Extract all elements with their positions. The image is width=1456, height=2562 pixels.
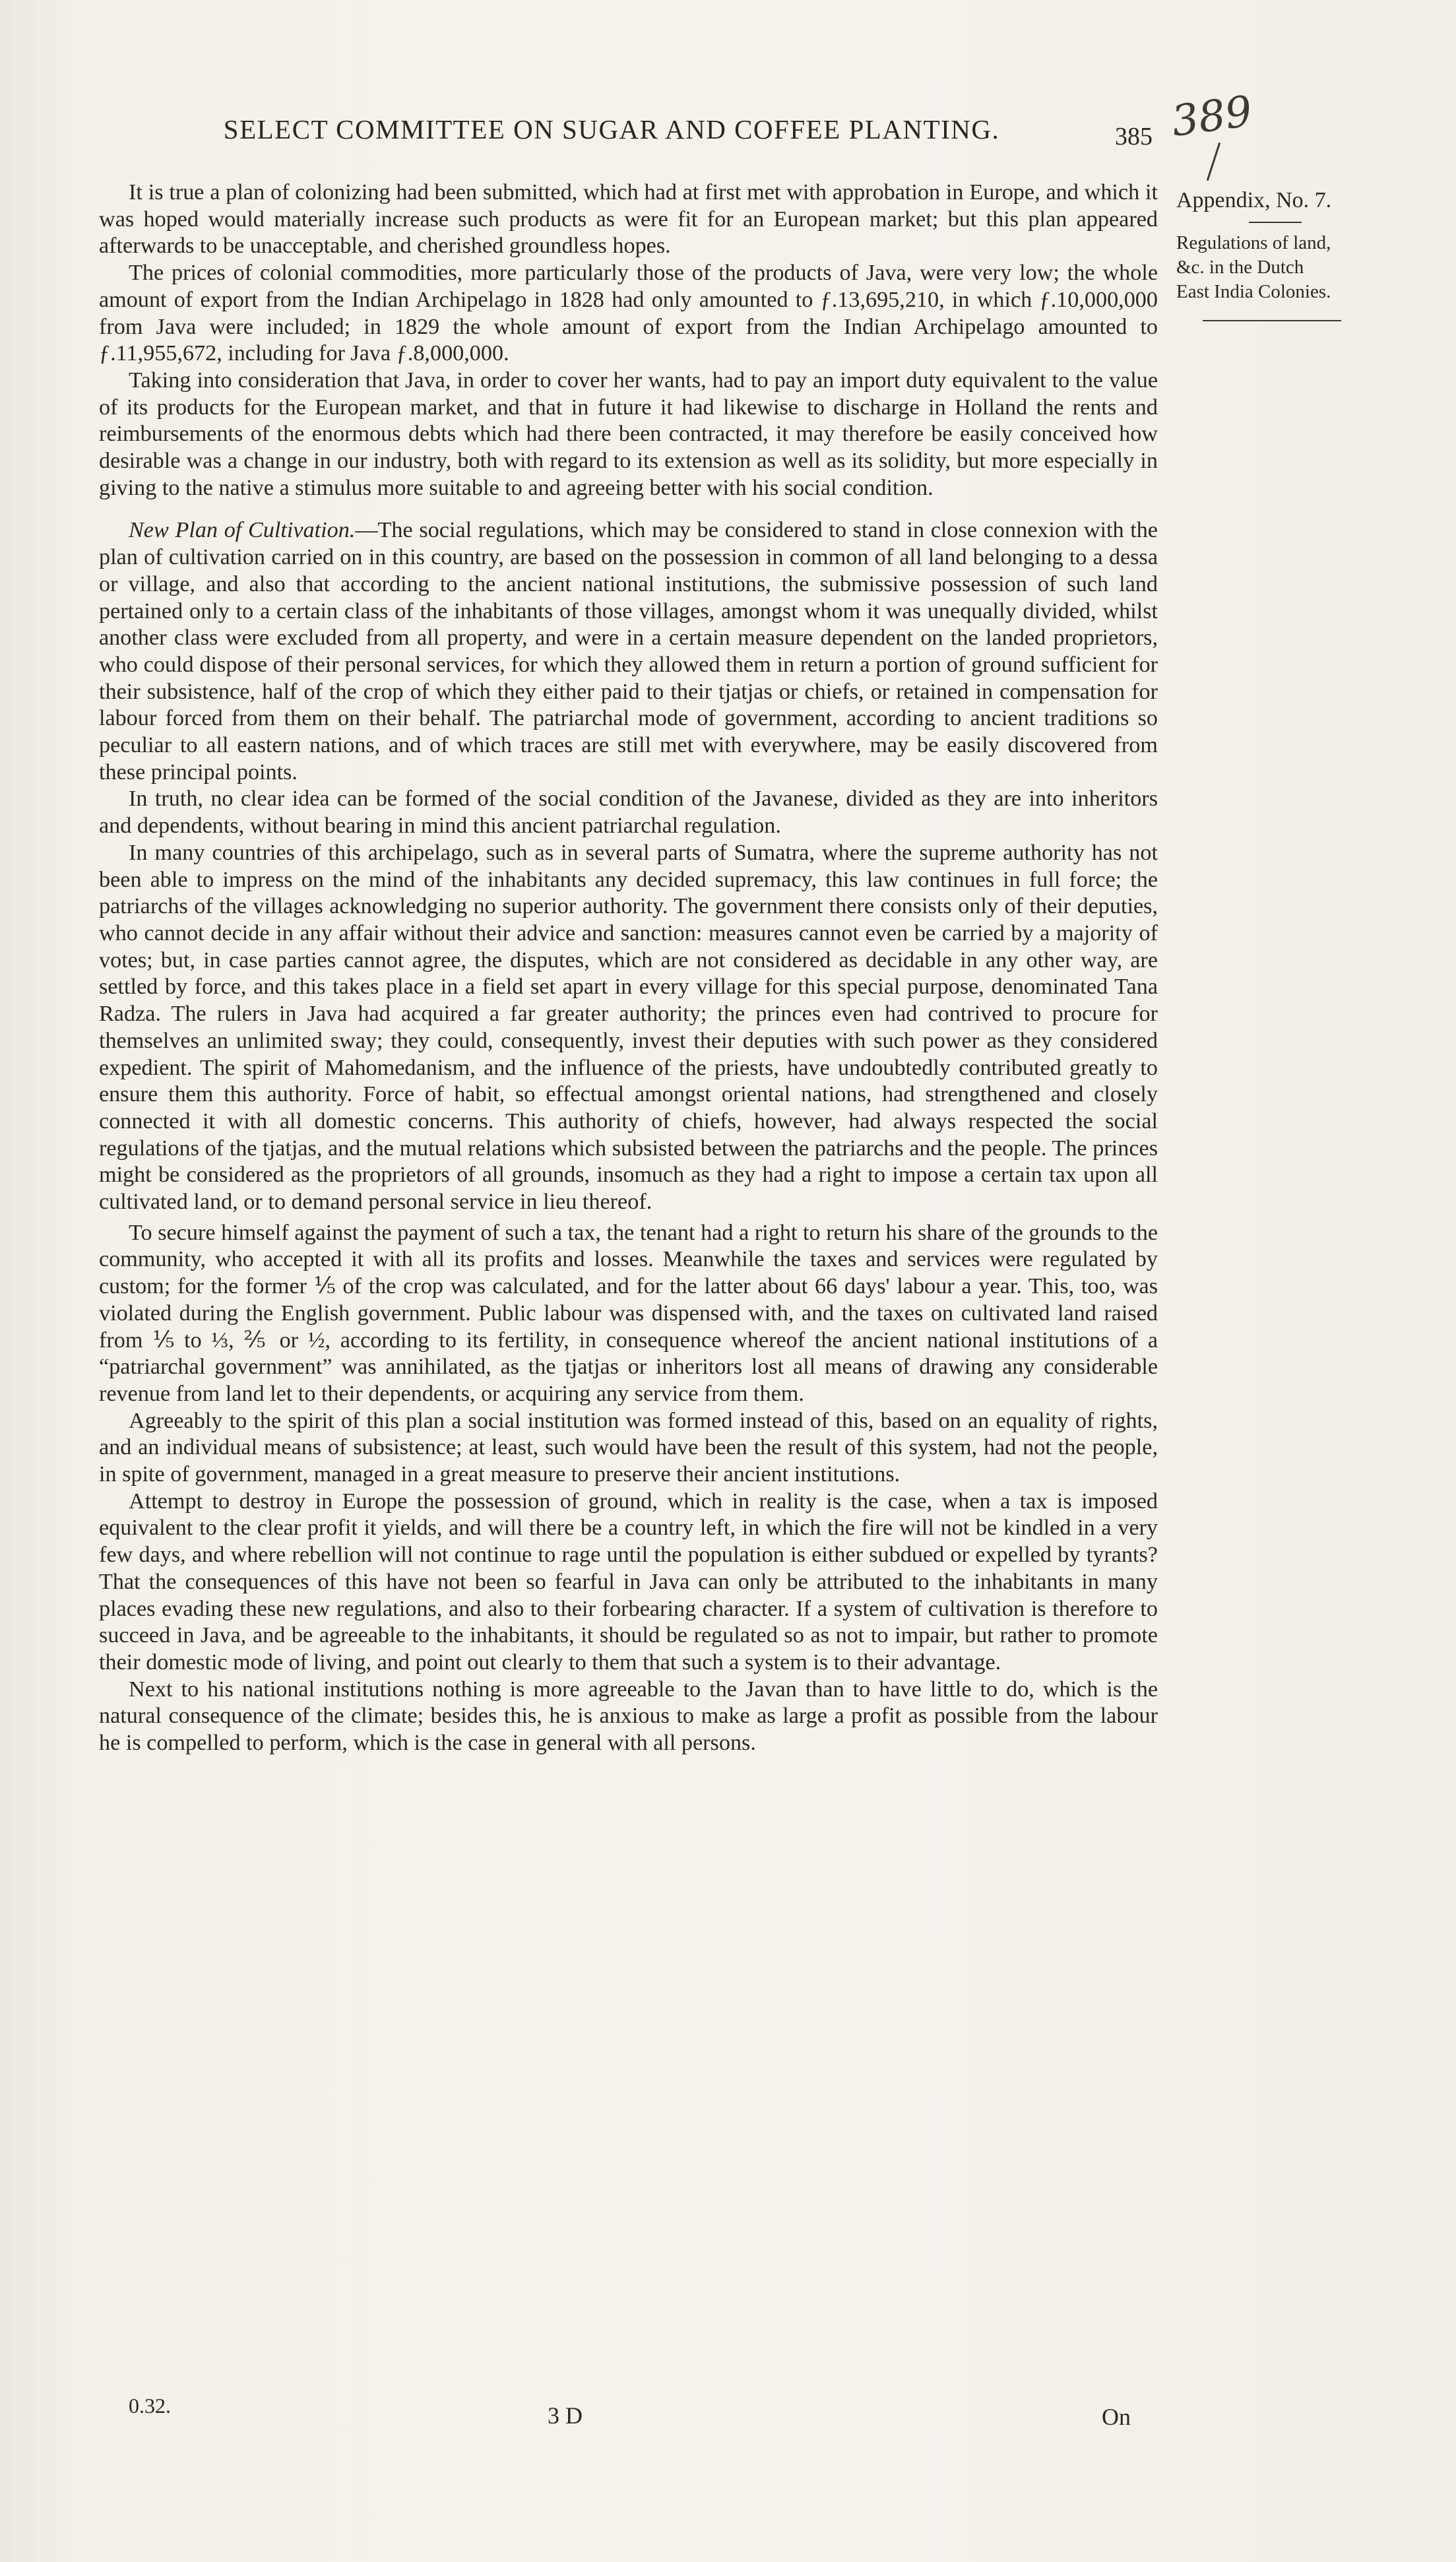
margin-divider-long xyxy=(1203,320,1341,321)
paragraph: In many countries of this archipelago, such as in several parts of Sumatra, where the supreme authority has not been able to impress on the mind of the inhabitants any decided supremacy, this law continues in full force; the patriarchs of the villages acknowledging no superior authority. The government there consists only of their deputies, who cannot decide in any affair without their advice and sanction: measures cannot even be carried by a majority of votes; but, in case parties cannot agree, the disputes, which are not considered as decidable in any other way, are settled by force, and this takes place in a field set apart in every village for this special purpose, denominated Tana Radza. The rulers in Java had acquired a far greater authority; the princes even had contrived to procure for themselves an unlimited sway; they could, consequently, invest their deputies with such power as they considered expedient. The spirit of Mahomedanism, and the influence of the priests, have undoubtedly contributed greatly to ensure them this authority. Force of habit, so effectual amongst oriental nations, had strengthened and closely connected it with all domestic concerns. This authority of chiefs, however, had always respected the social regulations of the tjatjas, and the mutual relations which subsisted between the patriarchs and the people. The princes might be considered as the proprietors of all grounds, insomuch as they had a right to impose a certain tax upon all cultivated land, or to demand personal service in lieu thereof. xyxy=(99,840,1158,1215)
paragraph: The prices of colonial commodities, more particularly those of the products of Java, were very low; the whole amount of export from the Indian Archipelago in 1828 had only amounted to ƒ.13,695,210, in which ƒ.10,000,000 from Java were included; in 1829 the whole amount of export from the Indian Archipelago amounted to ƒ.11,955,672, including for Java ƒ.8,000,000. xyxy=(99,261,1158,366)
section-heading: New Plan of Cultivation. xyxy=(129,518,356,543)
page-header-title: SELECT COMMITTEE ON SUGAR AND COFFEE PLANTING. xyxy=(223,114,1000,144)
paragraph: To secure himself against the payment of such a tax, the tenant had a right to return his share of the grounds to the community, who accepted it with all its profits and losses. Meanwhile the taxes and services were regulated by custom; for the former ⅕ of the crop was calculated, and for the latter about 66 days' labour a year. This, too, was violated during the English government. Public labour was dispensed with, and the taxes on cultivated land raised from ⅕ to ⅓, ⅖ or ½, according to its fertility, in consequence whereof the ancient national institutions of a “patriarchal government” was annihilated, as the tjatjas or inheritors lost all means of drawing any considerable revenue from land let to their dependents, or acquiring any service from them. xyxy=(99,1220,1158,1406)
body-text xyxy=(99,179,1158,1757)
paragraph-new-plan xyxy=(99,517,1158,786)
paragraph: It is true a plan of colonizing had been submitted, which had at first met with approbation in Europe, and which it was hoped would materially increase such products as were fit for an European market; but this plan appeared afterwards to be unacceptable, and cherished groundless hopes. xyxy=(99,180,1158,259)
footer-reference: 0.32. xyxy=(129,2394,171,2418)
margin-notes xyxy=(1176,188,1341,321)
catchword: On xyxy=(1102,2404,1131,2430)
paragraph: Next to his national institutions nothing is more agreeable to the Javan than to have little to do, which is the natural consequence of the climate; besides this, he is anxious to make as large a profit as possible from the labour he is compelled to perform, which is the case in general with all persons. xyxy=(99,1677,1158,1756)
appendix-label: Appendix, No. 7. xyxy=(1176,188,1332,212)
handwritten-stroke xyxy=(1207,143,1220,181)
paragraph: Agreeably to the spirit of this plan a social institution was formed instead of this, based on an equality of rights, and an individual means of subsistence; at least, such would have been the result of this system, had not the people, in spite of government, managed in a great measure to preserve their ancient institutions. xyxy=(99,1408,1158,1487)
paragraph: Attempt to destroy in Europe the possession of ground, which in reality is the case, when a tax is imposed equivalent to the clear profit it yields, and will there be a country left, in which the fire will not be kindled in a very few days, and where rebellion will not continue to rage until the population is either subdued or expelled by tyrants? That the consequences of this have not been so fearful in Java can only be attributed to the inhabitants in many places evading these new regulations, and also to their forbearing character. If a system of cultivation is therefore to succeed in Java, and be agreeable to the inhabitants, it should be regulated so as not to impair, but rather to promote their domestic mode of living, and point out clearly to them that such a system is to their advantage. xyxy=(99,1489,1158,1675)
paragraph: Taking into consideration that Java, in order to cover her wants, had to pay an import duty equivalent to the value of its products for the European market, and that in future it had likewise to discharge in Holland the rents and reimbursements of the enormous debts which had there been contracted, it may therefore be easily conceived how desirable was a change in our industry, both with regard to its extension as well as its solidity, but more especially in giving to the native a stimulus more suitable to and agreeing better with his social condition. xyxy=(99,368,1158,500)
paragraph: In truth, no clear idea can be formed of the social condition of the Javanese, divided as they are into inheritors and dependents, without bearing in mind this ancient patriarchal regulation. xyxy=(99,786,1158,839)
page-number: 385 xyxy=(1115,123,1153,150)
paragraph-text: —The social regulations, which may be considered to stand in close connexion with the plan of cultivation carried on in this country, are based on the possession in common of all land belonging to a dessa or village, and also that according to the ancient national institutions, the submissive possession of such land pertained only to a certain class of the inhabitants of those villages, amongst whom it was unequally divided, whilst another class were excluded from all property, and were in a certain measure dependent on the landed proprietors, who could dispose of their personal services, for which they allowed them in return a portion of ground sufficient for their subsistence, half of the crop of which they either paid to their tjatjas or chiefs, or retained in compensation for labour forced from them on their behalf. The patriarchal mode of government, according to ancient traditions so peculiar to all eastern nations, and of which traces are still met with everywhere, may be easily discovered from these principal points. xyxy=(99,518,1158,785)
margin-divider-short xyxy=(1249,222,1302,223)
handwritten-folio-number: 389 xyxy=(1168,86,1255,147)
signature-mark: 3 D xyxy=(548,2402,583,2429)
margin-note-text: Regulations of land, &c. in the Dutch East India Colonies. xyxy=(1176,232,1331,302)
